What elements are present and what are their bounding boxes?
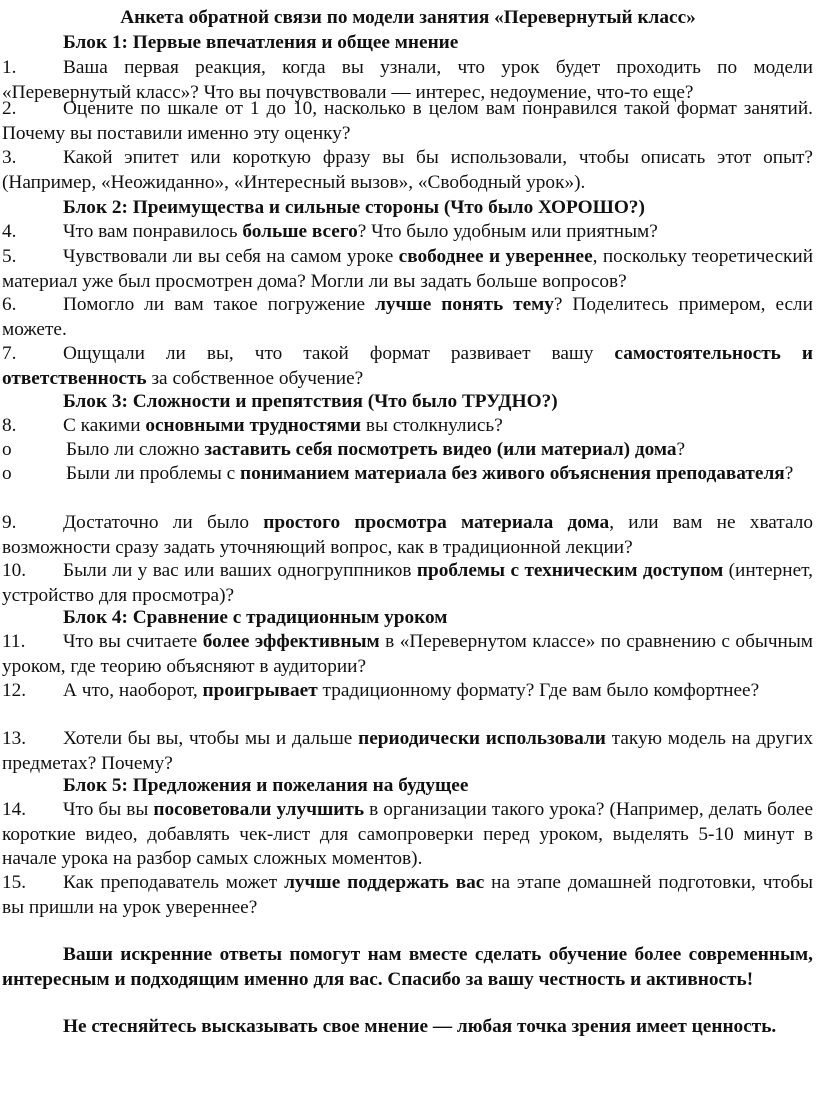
question-2: 2. Оцените по шкале от 1 до 10, насколько в целом вам понравился такой формат занятий. Почему вы поставили именно эту оценку? [2,98,813,144]
block-3-heading: Блок 3: Сложности и препятствия (Что было ТРУДНО?) [63,391,558,412]
question-12: 12. А что, наоборот, проигрывает традиционному формату? Где вам было комфортнее? [2,679,813,704]
block-2-heading: Блок 2: Преимущества и сильные стороны (Что было ХОРОШО?) [63,197,645,218]
question-number: 10. [2,560,27,581]
document-title: Анкета обратной связи по модели занятия «Перевернутый класс» [120,7,696,28]
question-1: 1. Ваша первая реакция, когда вы узнали, что урок будет проходить по модели «Перевернутый класс»? Что вы почувствовали — интерес, недоумение, что-то еще? [2,57,813,103]
question-number: 6. [2,294,17,315]
question-6: 6. Помогло ли вам такое погружение лучше понять тему? Поделитесь примером, если можете. [2,294,813,340]
question-15: 15. Как преподаватель может лучше поддержать вас на этапе домашней подготовки, чтобы вы пришли на урок увереннее? [2,872,813,918]
question-4: 4. Что вам понравилось больше всего? Что было удобным или приятным? [2,220,813,245]
question-number: 3. [2,147,17,168]
question-number: 9. [2,512,17,533]
question-number: 8. [2,415,17,436]
bullet-marker: o [2,439,12,460]
question-number: 2. [2,98,17,119]
question-number: 4. [2,221,17,242]
question-3: 3. Какой эпитет или короткую фразу вы бы использовали, чтобы описать этот опыт? (Например, «Неожиданно», «Интересный вызов», «Свободный урок»). [2,147,813,193]
question-10: 10. Были ли у вас или ваших одногруппников проблемы с техническим доступом (интернет, устройство для просмотра)? [2,560,813,606]
question-number: 15. [2,872,27,893]
question-7: 7. Ощущали ли вы, что такой формат развивает вашу самостоятельность и ответственность за собственное обучение? [2,343,813,389]
question-number: 1. [2,57,17,78]
bullet-marker: o [2,463,12,484]
question-13: 13. Хотели бы вы, чтобы мы и дальше периодически использовали такую модель на других предметах? Почему? [2,728,813,774]
question-number: 7. [2,343,17,364]
block-4-heading: Блок 4: Сравнение с традиционным уроком [63,607,448,628]
block-5-heading: Блок 5: Предложения и пожелания на будущее [63,775,469,796]
closing-paragraph-1: Ваши искренние ответы помогут нам вместе сделать обучение более современным, интересным и подходящим именно для вас. Спасибо за вашу честность и активность! [2,944,813,990]
question-11: 11. Что вы считаете более эффективным в «Перевернутом классе» по сравнению с обычным уроком, где теорию объясняют в аудитории? [2,631,814,677]
question-number: 12. [2,680,27,701]
question-14: 14. Что бы вы посоветовали улучшить в организации такого урока? (Например, делать более короткие видео, добавлять чек-лист для самопроверки перед уроком, выделять 5-10 минут в начале урока на разбор самых сложных моментов). [2,799,814,870]
question-5: 5. Чувствовали ли вы себя на самом уроке свободнее и увереннее, поскольку теоретический материал уже был просмотрен дома? Могли ли вы задать больше вопросов? [2,246,814,292]
question-number: 5. [2,246,17,267]
closing-paragraph-2: Не стесняйтесь высказывать свое мнение — любая точка зрения имеет ценность. [63,1016,777,1037]
question-number: 13. [2,728,27,749]
question-8-subitem-1: o Было ли сложно заставить себя посмотреть видео (или материал) дома? [2,438,813,463]
question-number: 14. [2,799,27,820]
question-8: 8. С какими основными трудностями вы столкнулись? [2,414,813,439]
question-number: 11. [2,631,26,652]
question-9: 9. Достаточно ли было простого просмотра материала дома, или вам не хватало возможности сразу задать уточняющий вопрос, как в традиционной лекции? [2,512,814,558]
question-8-subitem-2: o Были ли проблемы с пониманием материала без живого объяснения преподавателя? [2,462,813,487]
block-1-heading: Блок 1: Первые впечатления и общее мнение [63,32,459,53]
